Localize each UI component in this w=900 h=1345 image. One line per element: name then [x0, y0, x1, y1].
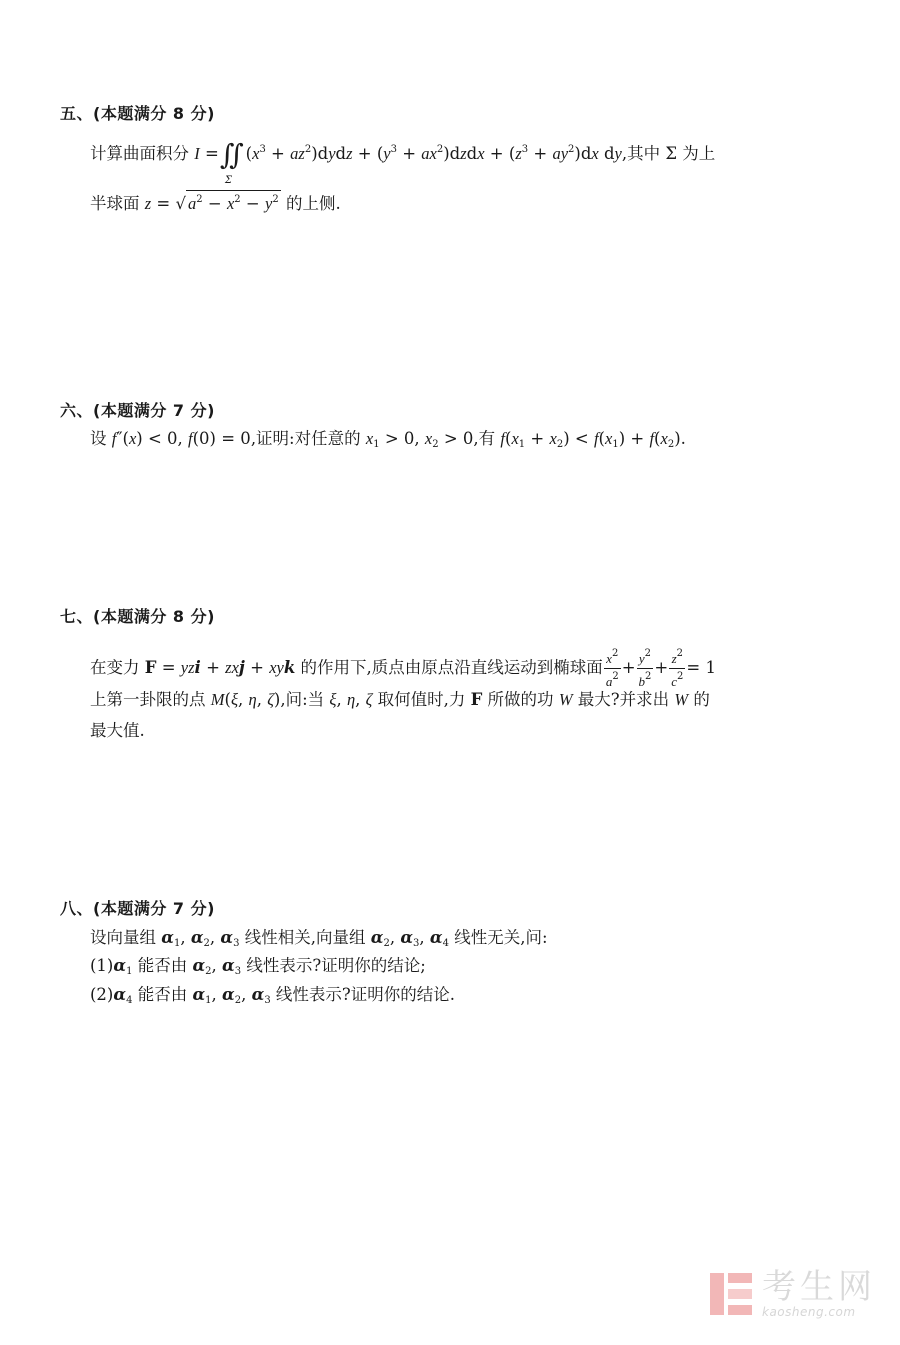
fraction-y2-b2: $\frac{y^2}{b^2}$	[638, 648, 652, 689]
question-6-title: 六、(本题满分 7 分)	[60, 401, 215, 420]
watermark-site: kaosheng.com	[762, 1305, 856, 1319]
question-7-title: 七、(本题满分 8 分)	[60, 607, 215, 626]
question-8-line-3: $(2)\alpha_4$ 能否由 $\alpha_1$, $\alpha_2$, $\alpha_3$ 线性表示?证明你的结论.	[90, 985, 456, 1006]
question-8-title: 八、(本题满分 7 分)	[60, 899, 215, 918]
question-7-line-2: 上第一卦限的点 M(ξ, η, ζ),问:当 ξ, η, ζ 取何值时,力 F 所做的功 W 最大?并求出 W 的	[90, 690, 710, 709]
question-5-title: 五、(本题满分 8 分)	[60, 104, 215, 123]
question-7-line-1: 在变力 F = yzi + zxj + xyk 的作用下,质点由原点沿直线运动到椭球面 $\frac{x^2}{a^2}$ + $\frac{y^2}{b^2}$ + $\frac{z^2}{c^2}$ = 1	[90, 648, 716, 689]
kaosheng-logo-icon	[706, 1269, 756, 1319]
question-8-line-1: 设向量组 $\alpha_1$, $\alpha_2$, $\alpha_3$ 线性相关,向量组 $\alpha_2$, $\alpha_3$, $\alpha_4$ 线性无关,问:	[90, 928, 548, 949]
square-root: √ $a^2 - x^2 - y^2$	[176, 190, 281, 215]
watermark	[706, 1269, 876, 1319]
fraction-x2-a2: $\frac{x^2}{a^2}$	[605, 648, 619, 689]
question-5-line-1: 计算曲面积分 I =∬ Σ ($x^3$ + $az^2)dydz + (y^3$ + $ax^2)dzdx + (z^3 + ay^2)dx$ dy,其中 Σ 为上	[90, 138, 716, 186]
question-5-line-2: 半球面 z = √ $a^2 - x^2 - y^2$ 的上侧.	[90, 190, 341, 215]
question-8-line-2: $(1)\alpha_1$ 能否由 $\alpha_2$, $\alpha_3$ 线性表示?证明你的结论;	[90, 956, 426, 977]
question-6-line-1: 设 f″(x) < 0, f(0) = 0,证明:对任意的 $x_1 > 0$, $x_2 > 0$,有 $f(x_1 + x_2) < f(x_1) + f(x_2)$.	[90, 429, 686, 450]
watermark-name: 考生网	[762, 1267, 876, 1307]
fraction-z2-c2: $\frac{z^2}{c^2}$	[671, 648, 684, 689]
surface-integral-sign: ∬ Σ	[219, 138, 244, 186]
question-7-line-3: 最大值.	[90, 721, 145, 740]
